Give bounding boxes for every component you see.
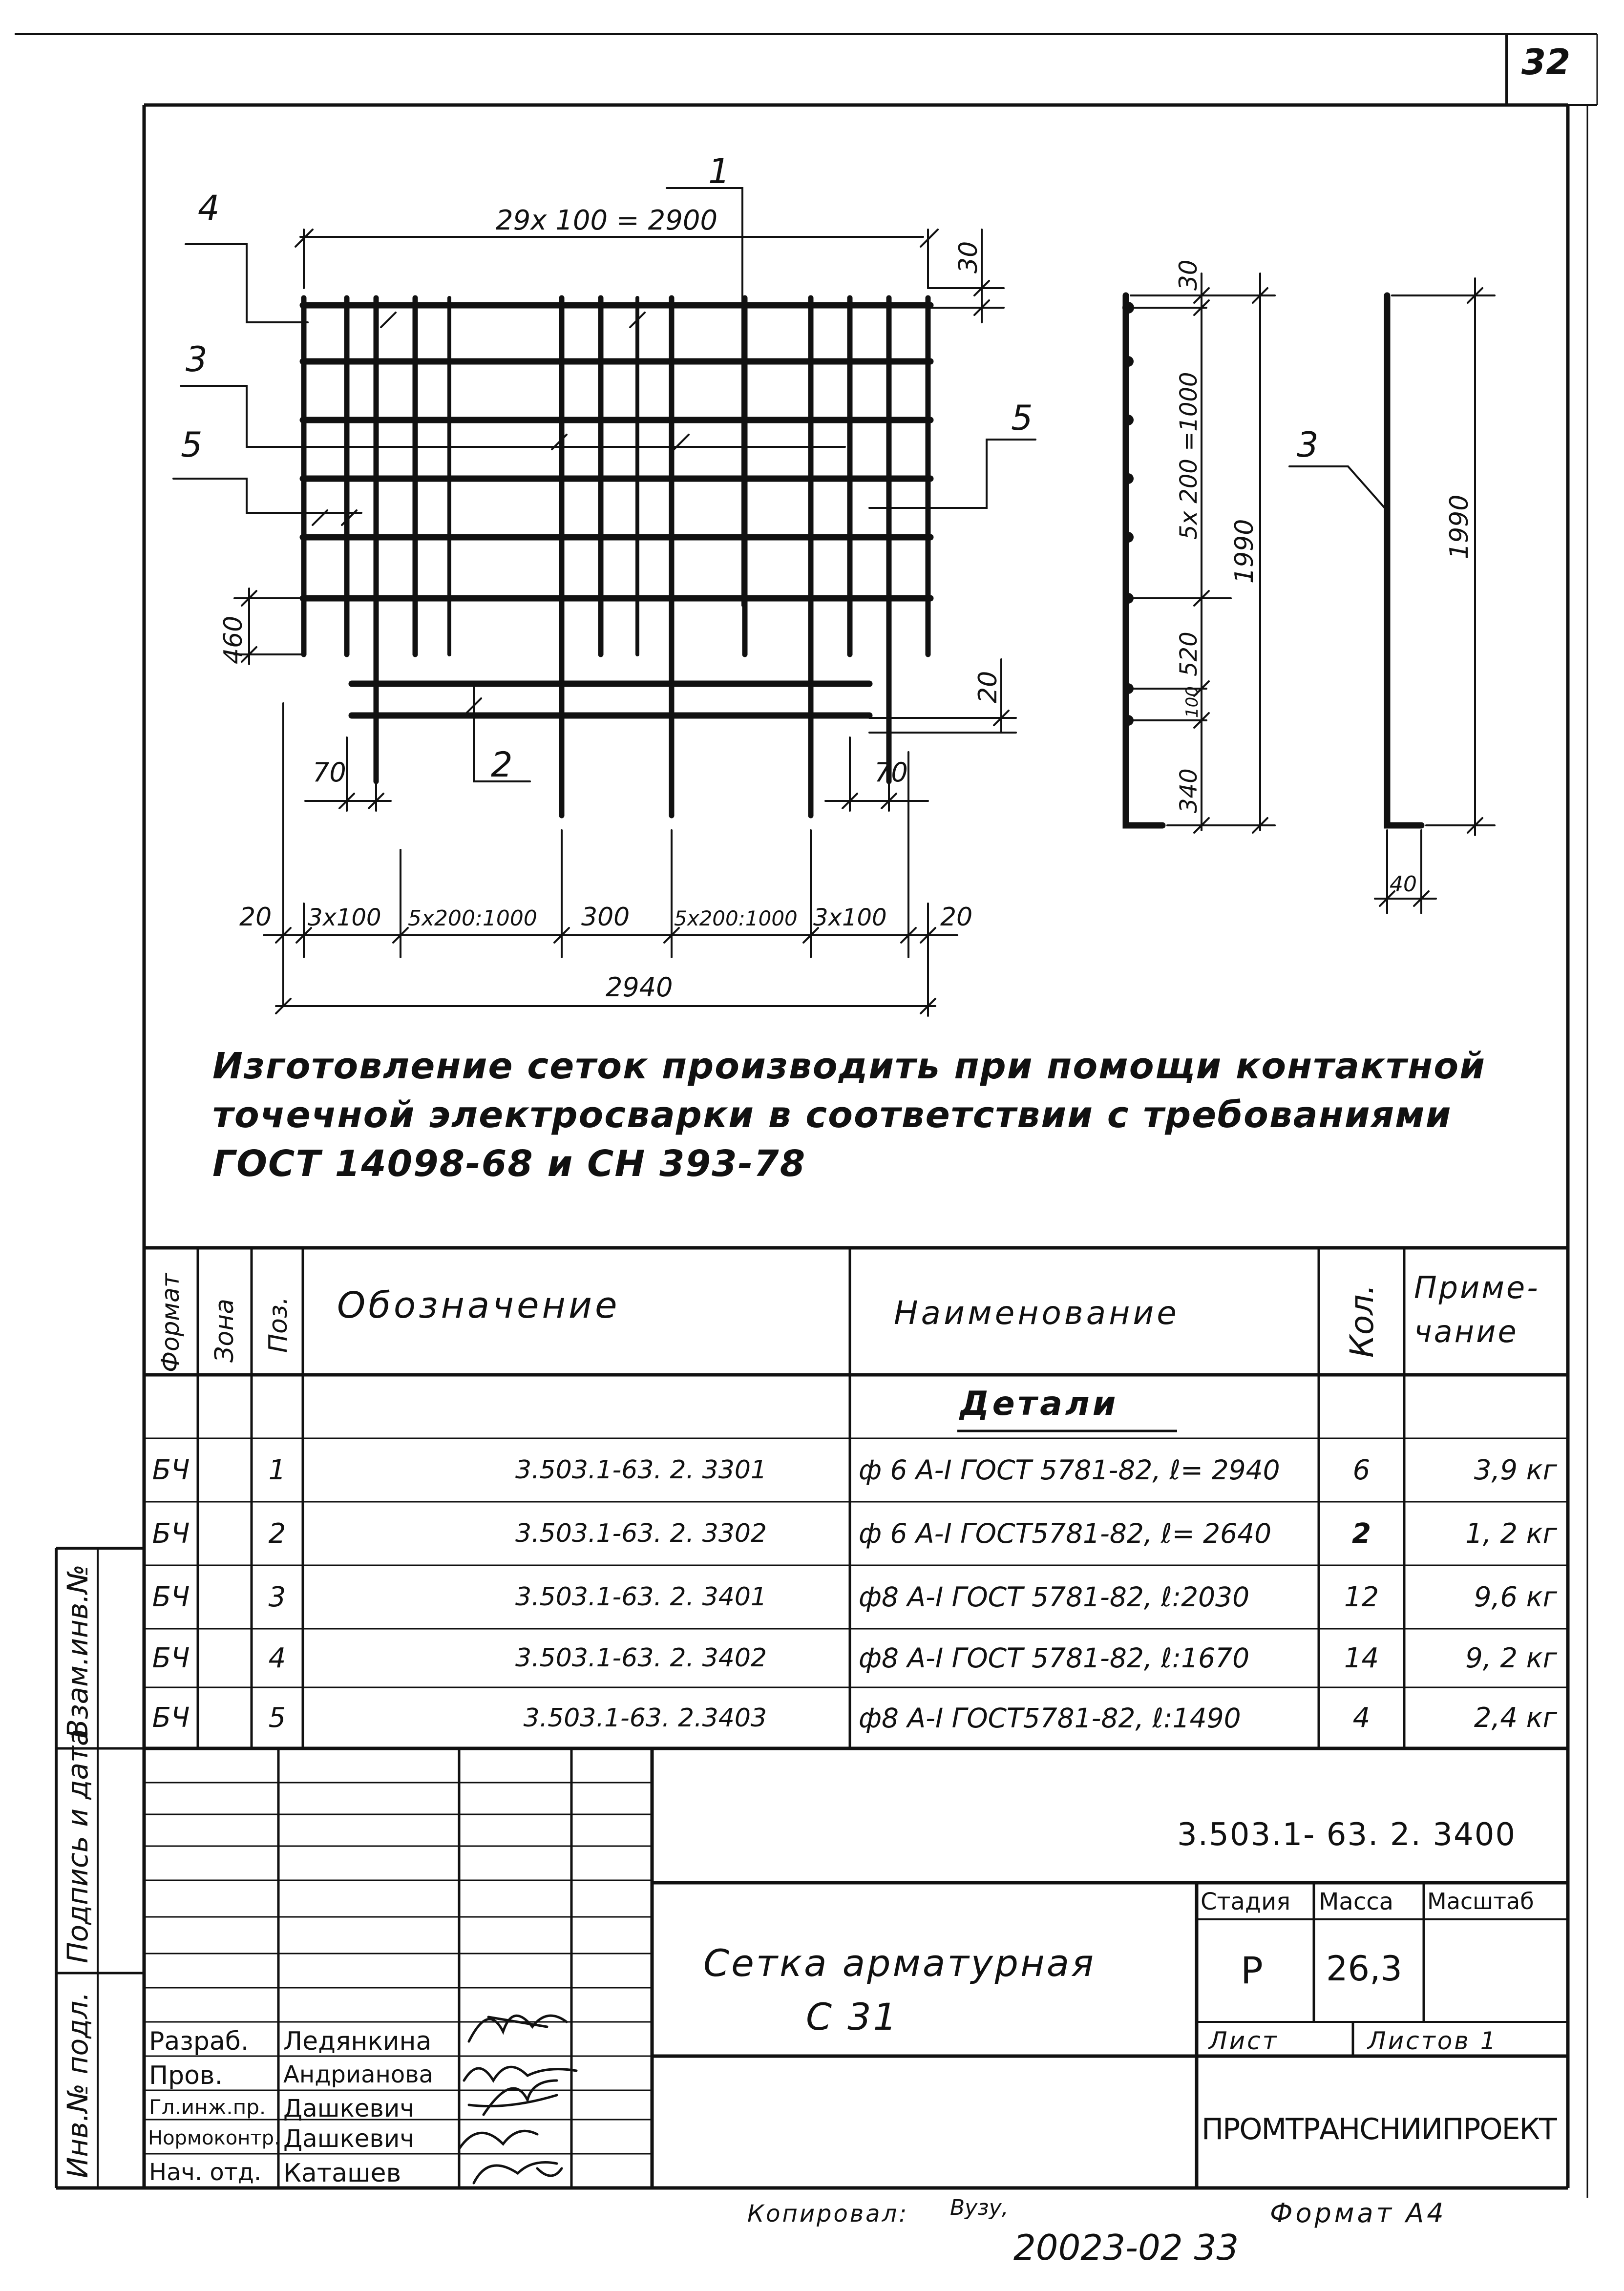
doc-code: 3.503.1- 63. 2. 3400 bbox=[1177, 1817, 1517, 1853]
row-4-note: 9, 2 кг bbox=[1465, 1642, 1557, 1674]
row-5-designation: 3.503.1-63. 2.3403 bbox=[523, 1703, 767, 1733]
name-gl-inzh: Дашкевич bbox=[283, 2094, 414, 2123]
scale-label: Масштаб bbox=[1427, 1888, 1534, 1914]
dim-side-1990: 1990 bbox=[1230, 519, 1259, 584]
row-2-name: ф 6 А-I ГОСТ5781-82, ℓ= 2640 bbox=[859, 1518, 1272, 1549]
row-4-qty: 14 bbox=[1344, 1642, 1379, 1674]
col-header-zone: Зона bbox=[210, 1298, 239, 1363]
dim-bottom-3x100-left: 3x100 bbox=[308, 904, 381, 931]
role-razrab: Разраб. bbox=[149, 2027, 249, 2056]
row-2-qty: 2 bbox=[1352, 1517, 1371, 1550]
note-line-3: ГОСТ 14098-68 и СН 393-78 bbox=[212, 1143, 806, 1185]
label-pos1: 1 bbox=[708, 151, 730, 191]
dim-bottom-3x100-right: 3x100 bbox=[813, 904, 887, 931]
sheets-label: Листов 1 bbox=[1368, 2027, 1498, 2055]
name-razrab: Ледянкина bbox=[283, 2027, 432, 2056]
sheet-label: Лист bbox=[1209, 2027, 1279, 2055]
footer-format: Формат А4 bbox=[1270, 2198, 1447, 2228]
row-4-name: ф8 А-I ГОСТ 5781-82, ℓ:1670 bbox=[859, 1642, 1250, 1674]
row-2-designation: 3.503.1-63. 2. 3302 bbox=[515, 1519, 767, 1548]
row-3-format: БЧ bbox=[152, 1581, 190, 1613]
page-number: 32 bbox=[1521, 42, 1571, 83]
dim-bottom-5x200-right: 5x200:1000 bbox=[674, 906, 798, 930]
row-5-pos: 5 bbox=[268, 1702, 286, 1734]
row-1-qty: 6 bbox=[1352, 1454, 1371, 1486]
col-header-qty: Кол. bbox=[1343, 1284, 1381, 1358]
name-prov: Андрианова bbox=[283, 2061, 433, 2088]
row-2-format: БЧ bbox=[152, 1517, 190, 1550]
row-5-name: ф8 А-I ГОСТ5781-82, ℓ:1490 bbox=[859, 1702, 1241, 1734]
role-nach-otd: Нач. отд. bbox=[149, 2159, 262, 2186]
row-4-pos: 4 bbox=[268, 1642, 286, 1674]
stage-value: Р bbox=[1241, 1949, 1263, 1992]
row-3-pos: 3 bbox=[268, 1581, 286, 1613]
dim-left-460: 460 bbox=[219, 615, 248, 664]
stage-label: Стадия bbox=[1201, 1888, 1291, 1915]
note-line-2: точечной электросварки в соответствии с требованиями bbox=[212, 1094, 1452, 1136]
col-header-name: Наименование bbox=[894, 1294, 1180, 1332]
col-header-note-1: Приме- bbox=[1414, 1270, 1540, 1305]
dim-bottom-20-left: 20 bbox=[239, 903, 272, 932]
row-4-designation: 3.503.1-63. 2. 3402 bbox=[515, 1643, 767, 1673]
row-3-designation: 3.503.1-63. 2. 3401 bbox=[515, 1582, 767, 1612]
label-pos5-right: 5 bbox=[1011, 398, 1033, 438]
dim-right-40: 40 bbox=[1390, 872, 1417, 897]
dim-gap-20: 20 bbox=[973, 671, 1003, 703]
title-line-1: Сетка арматурная bbox=[703, 1941, 1096, 1985]
label-pos3-side: 3 bbox=[1297, 425, 1319, 465]
label-pos4: 4 bbox=[198, 188, 220, 228]
organization: ПРОМТРАНСНИИПРОЕКТ bbox=[1202, 2112, 1556, 2146]
mass-value: 26,3 bbox=[1326, 1949, 1402, 1989]
col-header-pos: Поз. bbox=[264, 1296, 293, 1353]
signatures bbox=[459, 2016, 576, 2183]
side-stamp-vzam: Взам.инв.№ bbox=[61, 1564, 94, 1739]
col-header-format: Формат bbox=[156, 1273, 185, 1372]
row-1-name: ф 6 А-I ГОСТ 5781-82, ℓ= 2940 bbox=[859, 1454, 1280, 1486]
dim-side-100: 100 bbox=[1182, 686, 1202, 718]
row-1-format: БЧ bbox=[152, 1454, 190, 1486]
row-4-format: БЧ bbox=[152, 1642, 190, 1674]
title-line-2: С 31 bbox=[806, 1995, 899, 2039]
dim-bottom-300: 300 bbox=[581, 903, 630, 932]
name-normokontr: Дашкевич bbox=[283, 2124, 414, 2153]
row-5-note: 2,4 кг bbox=[1474, 1702, 1557, 1734]
col-header-note-2: чание bbox=[1414, 1314, 1519, 1349]
role-normokontr: Нормоконтр. bbox=[148, 2127, 280, 2149]
row-1-designation: 3.503.1-63. 2. 3301 bbox=[515, 1455, 767, 1485]
row-3-name: ф8 А-I ГОСТ 5781-82, ℓ:2030 bbox=[859, 1581, 1250, 1613]
role-prov: Пров. bbox=[149, 2061, 223, 2090]
section-details: Детали bbox=[960, 1385, 1119, 1423]
dim-70-right: 70 bbox=[874, 757, 908, 788]
row-5-qty: 4 bbox=[1352, 1702, 1371, 1734]
footer-stamp-number: 20023-02 33 bbox=[1013, 2227, 1239, 2268]
dim-top-offset: 30 bbox=[954, 241, 983, 273]
note-line-1: Изготовление сеток производить при помощи контактной bbox=[212, 1045, 1486, 1087]
mass-label: Масса bbox=[1319, 1888, 1394, 1915]
dim-bottom-5x200-left: 5x200:1000 bbox=[408, 906, 537, 931]
dim-top-span: 29x 100 = 2900 bbox=[496, 205, 718, 236]
footer-copied-signature: Вузу, bbox=[950, 2195, 1009, 2220]
row-3-note: 9,6 кг bbox=[1474, 1581, 1557, 1613]
row-3-qty: 12 bbox=[1344, 1581, 1379, 1613]
label-pos5-left: 5 bbox=[181, 425, 203, 465]
row-2-pos: 2 bbox=[268, 1517, 286, 1550]
col-header-designation: Обозначение bbox=[337, 1284, 620, 1326]
row-5-format: БЧ bbox=[152, 1702, 190, 1734]
dim-side-30: 30 bbox=[1174, 259, 1202, 291]
dim-70-left: 70 bbox=[313, 757, 346, 788]
label-pos2: 2 bbox=[491, 745, 513, 785]
dim-side-520: 520 bbox=[1175, 631, 1202, 676]
row-2-note: 1, 2 кг bbox=[1465, 1517, 1557, 1550]
dim-right-1990: 1990 bbox=[1445, 494, 1474, 559]
name-nach-otd: Каташев bbox=[283, 2159, 401, 2188]
role-gl-inzh: Гл.инж.пр. bbox=[149, 2095, 266, 2119]
side-stamp-podpis: Подпись и дата bbox=[61, 1728, 94, 1963]
label-pos3: 3 bbox=[186, 339, 208, 379]
footer-copied: Копировал: bbox=[747, 2200, 909, 2228]
dim-total-2940: 2940 bbox=[606, 972, 673, 1003]
dim-side-5x200: 5x 200 =1000 bbox=[1175, 372, 1202, 540]
dim-bottom-20-right: 20 bbox=[940, 903, 973, 932]
side-stamp-inv-podl: Инв.№ подл. bbox=[61, 1992, 94, 2178]
row-1-note: 3,9 кг bbox=[1474, 1454, 1557, 1486]
dim-side-340: 340 bbox=[1175, 768, 1202, 813]
row-1-pos: 1 bbox=[268, 1454, 286, 1486]
